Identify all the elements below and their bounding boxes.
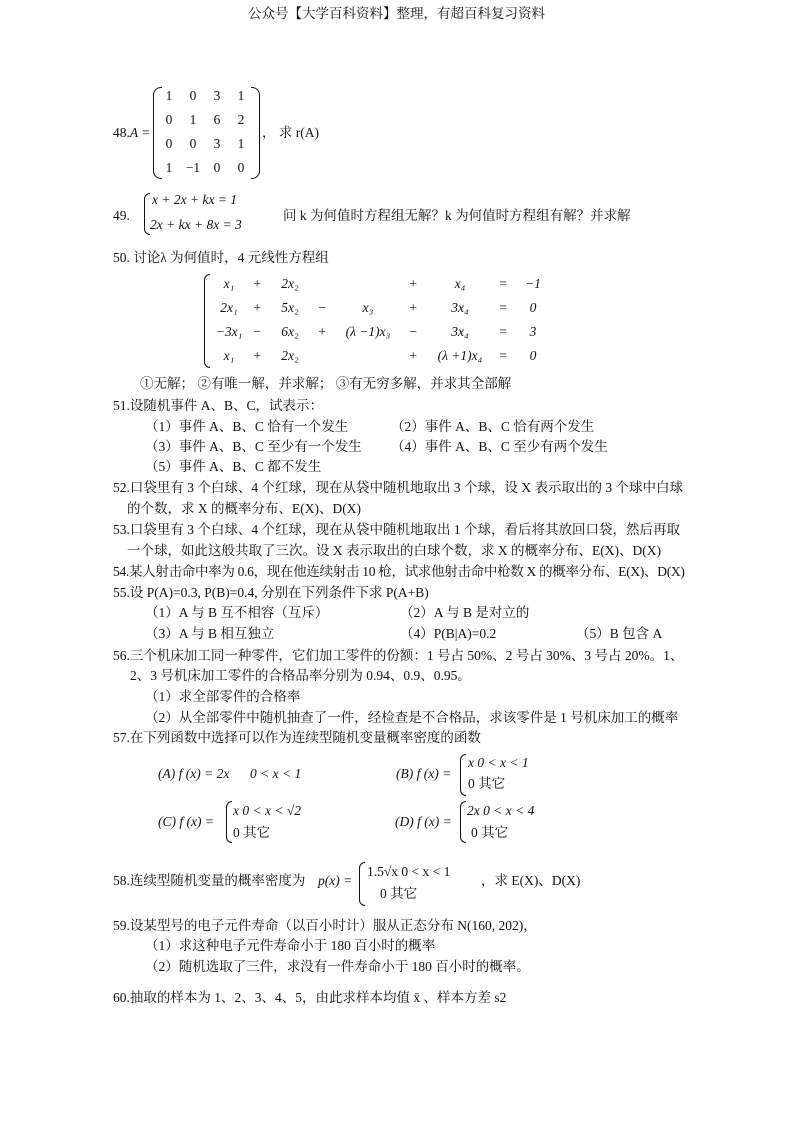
option-d-row1: 2x 0 < x < 4: [467, 803, 535, 818]
matrix-cell: 2: [237, 112, 245, 127]
system-term: x₁: [223, 276, 235, 291]
q57-text: 57.在下列函数中选择可以作为连续型随机变量概率密度的函数: [113, 730, 481, 745]
q55-item: （4）P(B|A)=0.2: [400, 626, 497, 641]
q51-item: （5）事件 A、B、C 都不发生: [145, 459, 322, 474]
q55-item: （2）A 与 B 是对立的: [400, 605, 530, 620]
system-term: +: [317, 324, 327, 339]
q55-item: （5）B 包含 A: [576, 626, 663, 641]
option-d-row2: 0 其它: [471, 825, 509, 840]
system-term: (λ +1)x₄: [437, 348, 483, 363]
option-b-lhs: (B) f (x) =: [396, 766, 452, 781]
q49-label: 49.: [113, 208, 130, 223]
q58-lhs: p(x) =: [318, 873, 353, 888]
system-term: =: [498, 348, 508, 363]
matrix-cell: 0: [189, 88, 197, 103]
system-term: +: [252, 300, 262, 315]
system-term: +: [252, 348, 262, 363]
q48-number: 48.: [113, 125, 130, 140]
q52-line: 的个数，求 X 的概率分布、E(X)、D(X): [127, 501, 361, 516]
option-b-row2: 0 其它: [468, 776, 506, 791]
brace: [359, 862, 365, 906]
matrix-cell: 1: [189, 112, 197, 127]
system-term: =: [498, 324, 508, 339]
q58-text: 58.连续型随机变量的概率密度为: [113, 873, 306, 888]
matrix-cell: 0: [189, 136, 197, 151]
brace: [226, 801, 232, 843]
q58-row1: 1.5√x 0 < x < 1: [367, 864, 451, 879]
option-c-lhs: (C) f (x) =: [158, 814, 214, 829]
system-term: 0: [529, 300, 537, 315]
q58-row2: 0 其它: [380, 886, 418, 901]
matrix-cell: 3: [213, 136, 221, 151]
q60-text: 60.抽取的样本为 1、2、3、4、5，由此求样本均值 x̄ 、样本方差 s2: [113, 990, 507, 1005]
q59-text: 59.设某型号的电子元件寿命（以百小时计）服从正态分布 N(160, 202)，: [113, 918, 537, 933]
q50-intro: 50. 讨论λ 为何值时，4 元线性方程组: [113, 250, 329, 265]
matrix-cell: −1: [185, 160, 201, 175]
system-term: +: [408, 300, 418, 315]
q54-text: 54.某人射击命中率为 0.6，现在他连续射击 10 枪，试求他射击命中枪数 X 的概率分布、E(X)、D(X): [113, 564, 685, 579]
system-term: =: [498, 276, 508, 291]
matrix-cell: 1: [165, 160, 173, 175]
option-b-row1: x 0 < x < 1: [468, 755, 529, 770]
matrix-cell: 1: [237, 88, 245, 103]
matrix-cell: 0: [165, 112, 173, 127]
matrix-cell: 1: [237, 136, 245, 151]
matrix-cell: 0: [165, 136, 173, 151]
system-term: 3x₄: [451, 300, 469, 315]
system-term: x₃: [362, 300, 374, 315]
q53-line: 一个球，如此这般共取了三次。设 X 表示取出的白球个数，求 X 的概率分布、E(X)、D(X): [127, 543, 661, 558]
q48-lhs: A =: [129, 125, 151, 140]
matrix-cell: 0: [213, 160, 221, 175]
system-term: (λ −1)x₃: [345, 324, 391, 339]
matrix-cell: 6: [213, 112, 221, 127]
system-term: +: [408, 276, 418, 291]
q49-eq1: x + 2x + kx = 1: [152, 192, 238, 207]
q55-item: （1）A 与 B 互不相容（互斥）: [145, 605, 329, 620]
option-a-lhs: (A) f (x) = 2x: [158, 766, 230, 781]
option-a-cond: 0 < x < 1: [250, 766, 302, 781]
q56-line: 2、3 号机床加工零件的合格品率分别为 0.94、0.9、0.95。: [130, 668, 471, 683]
q59-item: （2）随机选取了三件，求没有一件寿命小于 180 百小时的概率。: [145, 959, 530, 974]
system-term: −: [408, 324, 418, 339]
q56-item: （1）求全部零件的合格率: [145, 689, 301, 704]
system-term: −3x₁: [215, 324, 243, 339]
brace: [204, 274, 210, 368]
system-term: −: [252, 324, 262, 339]
q53-line: 53.口袋里有 3 个白球、4 个红球，现在从袋中随机地取出 1 个球，看后将其放回口袋，然后再取: [113, 522, 680, 537]
q50-options: ①无解； ②有唯一解，并求解； ③有无穷多解，并求其全部解: [140, 376, 512, 391]
matrix-cell: 3: [213, 88, 221, 103]
q55-text: 55.设 P(A)=0.3, P(B)=0.4, 分别在下列条件下求 P(A+B): [113, 585, 429, 600]
q55-item: （3）A 与 B 相互独立: [145, 626, 275, 641]
q49-text: 问 k 为何值时方程组无解？k 为何值时方程组有解？并求解: [283, 208, 631, 223]
system-term: 2x₂: [281, 348, 299, 363]
q51-item: （4）事件 A、B、C 至少有两个发生: [391, 439, 608, 454]
q49-eq2: 2x + kx + 8x = 3: [150, 217, 242, 232]
system-term: −: [317, 300, 327, 315]
system-term: x₄: [454, 276, 466, 291]
system-term: 2x₁: [220, 300, 238, 315]
system-term: 3x₄: [451, 324, 469, 339]
system-term: =: [498, 300, 508, 315]
q51-item: （3）事件 A、B、C 至少有一个发生: [145, 439, 362, 454]
system-term: 3: [529, 324, 537, 339]
option-c-row2: 0 其它: [233, 825, 271, 840]
system-term: 6x₂: [281, 324, 299, 339]
q58-tail: ，求 E(X)、D(X): [481, 873, 581, 888]
system-term: 0: [529, 348, 537, 363]
q51-item: （1）事件 A、B、C 恰有一个发生: [145, 419, 349, 434]
q56-line: 56.三个机床加工同一种零件，它们加工零件的份额：1 号占 50%、2 号占 30%、3 号占 20%。1、: [113, 648, 684, 663]
brace: [460, 801, 466, 843]
page-header: 公众号【大学百科资料】整理，有超百科复习资料: [248, 6, 545, 21]
system-term: 2x₂: [281, 276, 299, 291]
system-term: +: [252, 276, 262, 291]
system-term: x₁: [223, 348, 235, 363]
system-term: 5x₂: [281, 300, 299, 315]
matrix-cell: 0: [237, 160, 245, 175]
system-term: +: [408, 348, 418, 363]
q48-tail: ， 求 r(A): [262, 125, 319, 140]
option-d-lhs: (D) f (x) =: [395, 814, 452, 829]
brace: [460, 754, 466, 796]
q48-label: [113, 125, 150, 141]
q51-text: 51.设随机事件 A、B、C，试表示：: [113, 398, 324, 413]
q56-item: （2）从全部零件中随机抽查了一件，经检查是不合格品，求该零件是 1 号机床加工的概率: [145, 710, 679, 725]
q52-line: 52.口袋里有 3 个白球、4 个红球，现在从袋中随机地取出 3 个球，设 X 表示取出的 3 个球中白球: [113, 480, 683, 495]
system-term: −1: [525, 276, 541, 291]
q51-item: （2）事件 A、B、C 恰有两个发生: [391, 419, 595, 434]
matrix-cell: 1: [165, 88, 173, 103]
option-c-row1: x 0 < x < √2: [233, 803, 301, 818]
q59-item: （1）求这种电子元件寿命小于 180 百小时的概率: [145, 938, 436, 953]
